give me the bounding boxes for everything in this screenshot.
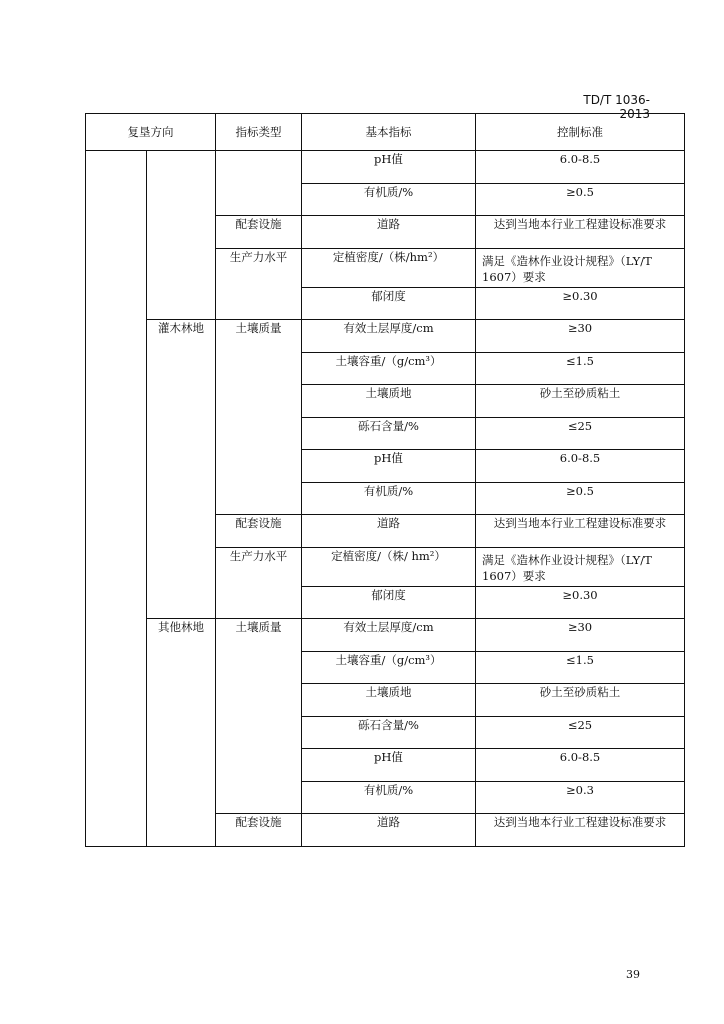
control-standard-cell: ≤1.5 bbox=[476, 352, 685, 385]
index-type-cell: 配套设施 bbox=[216, 515, 302, 548]
header-index-type: 指标类型 bbox=[216, 114, 302, 151]
control-standard-cell: 砂土至砂质粘土 bbox=[476, 385, 685, 418]
basic-index-cell: 道路 bbox=[302, 515, 476, 548]
basic-index-cell: 有机质/% bbox=[302, 781, 476, 814]
basic-index-cell: 土壤容重/（g/cm³） bbox=[302, 352, 476, 385]
basic-index-cell: 土壤容重/（g/cm³） bbox=[302, 651, 476, 684]
land-type-cell: 灌木林地 bbox=[147, 320, 216, 619]
control-standard-cell: 6.0-8.5 bbox=[476, 749, 685, 782]
control-standard-cell: ≥30 bbox=[476, 619, 685, 652]
basic-index-cell: 定植密度/（株/ hm²） bbox=[302, 547, 476, 586]
control-standard-cell: 6.0-8.5 bbox=[476, 450, 685, 483]
basic-index-cell: pH值 bbox=[302, 749, 476, 782]
basic-index-cell: 道路 bbox=[302, 814, 476, 847]
table-row bbox=[86, 320, 685, 353]
control-standard-cell: ≥0.5 bbox=[476, 183, 685, 216]
header-direction: 复垦方向 bbox=[86, 114, 216, 151]
control-standard-cell: 达到当地本行业工程建设标准要求 bbox=[476, 814, 685, 847]
basic-index-cell: 道路 bbox=[302, 216, 476, 249]
basic-index-cell: 有机质/% bbox=[302, 482, 476, 515]
control-standard-cell: 满足《造林作业设计规程》（LY/T 1607）要求 bbox=[476, 547, 685, 586]
control-standard-cell: 砂土至砂质粘土 bbox=[476, 684, 685, 717]
table-row bbox=[86, 151, 685, 184]
basic-index-cell: pH值 bbox=[302, 151, 476, 184]
control-standard-cell: ≥0.5 bbox=[476, 482, 685, 515]
basic-index-cell: 郁闭度 bbox=[302, 287, 476, 320]
basic-index-cell: 砾石含量/% bbox=[302, 716, 476, 749]
table-row bbox=[86, 619, 685, 652]
basic-index-cell: 土壤质地 bbox=[302, 684, 476, 717]
table-header-row bbox=[86, 114, 685, 151]
header-control-standard: 控制标准 bbox=[476, 114, 685, 151]
index-type-cell: 配套设施 bbox=[216, 814, 302, 847]
basic-index-cell: 郁闭度 bbox=[302, 586, 476, 619]
land-type-cell: 其他林地 bbox=[147, 619, 216, 847]
index-type-cell: 土壤质量 bbox=[216, 619, 302, 814]
control-standard-cell: 6.0-8.5 bbox=[476, 151, 685, 184]
control-standard-cell: ≥30 bbox=[476, 320, 685, 353]
control-standard-cell: 达到当地本行业工程建设标准要求 bbox=[476, 216, 685, 249]
control-standard-cell: ≥0.30 bbox=[476, 586, 685, 619]
basic-index-cell: 有效土层厚度/cm bbox=[302, 619, 476, 652]
index-type-cell: 生产力水平 bbox=[216, 547, 302, 619]
control-standard-cell: ≥0.3 bbox=[476, 781, 685, 814]
basic-index-cell: 砾石含量/% bbox=[302, 417, 476, 450]
page-number: 39 bbox=[626, 968, 640, 981]
control-standard-cell: ≥0.30 bbox=[476, 287, 685, 320]
control-standard-cell: 达到当地本行业工程建设标准要求 bbox=[476, 515, 685, 548]
index-type-cell: 土壤质量 bbox=[216, 320, 302, 515]
standards-table bbox=[85, 113, 685, 847]
basic-index-cell: 有机质/% bbox=[302, 183, 476, 216]
basic-index-cell: 有效土层厚度/cm bbox=[302, 320, 476, 353]
control-standard-cell: ≤1.5 bbox=[476, 651, 685, 684]
control-standard-cell: ≤25 bbox=[476, 716, 685, 749]
direction-cell bbox=[86, 151, 147, 847]
index-type-cell: 生产力水平 bbox=[216, 248, 302, 320]
control-standard-cell: 满足《造林作业设计规程》（LY/T 1607）要求 bbox=[476, 248, 685, 287]
index-type-cell: 配套设施 bbox=[216, 216, 302, 249]
basic-index-cell: 定植密度/（株/hm²） bbox=[302, 248, 476, 287]
header-basic-index: 基本指标 bbox=[302, 114, 476, 151]
basic-index-cell: 土壤质地 bbox=[302, 385, 476, 418]
control-standard-cell: ≤25 bbox=[476, 417, 685, 450]
document-code: TD/T 1036-2013 bbox=[583, 93, 650, 121]
basic-index-cell: pH值 bbox=[302, 450, 476, 483]
type-cell-continued bbox=[216, 151, 302, 216]
land-cell-continued bbox=[147, 151, 216, 320]
